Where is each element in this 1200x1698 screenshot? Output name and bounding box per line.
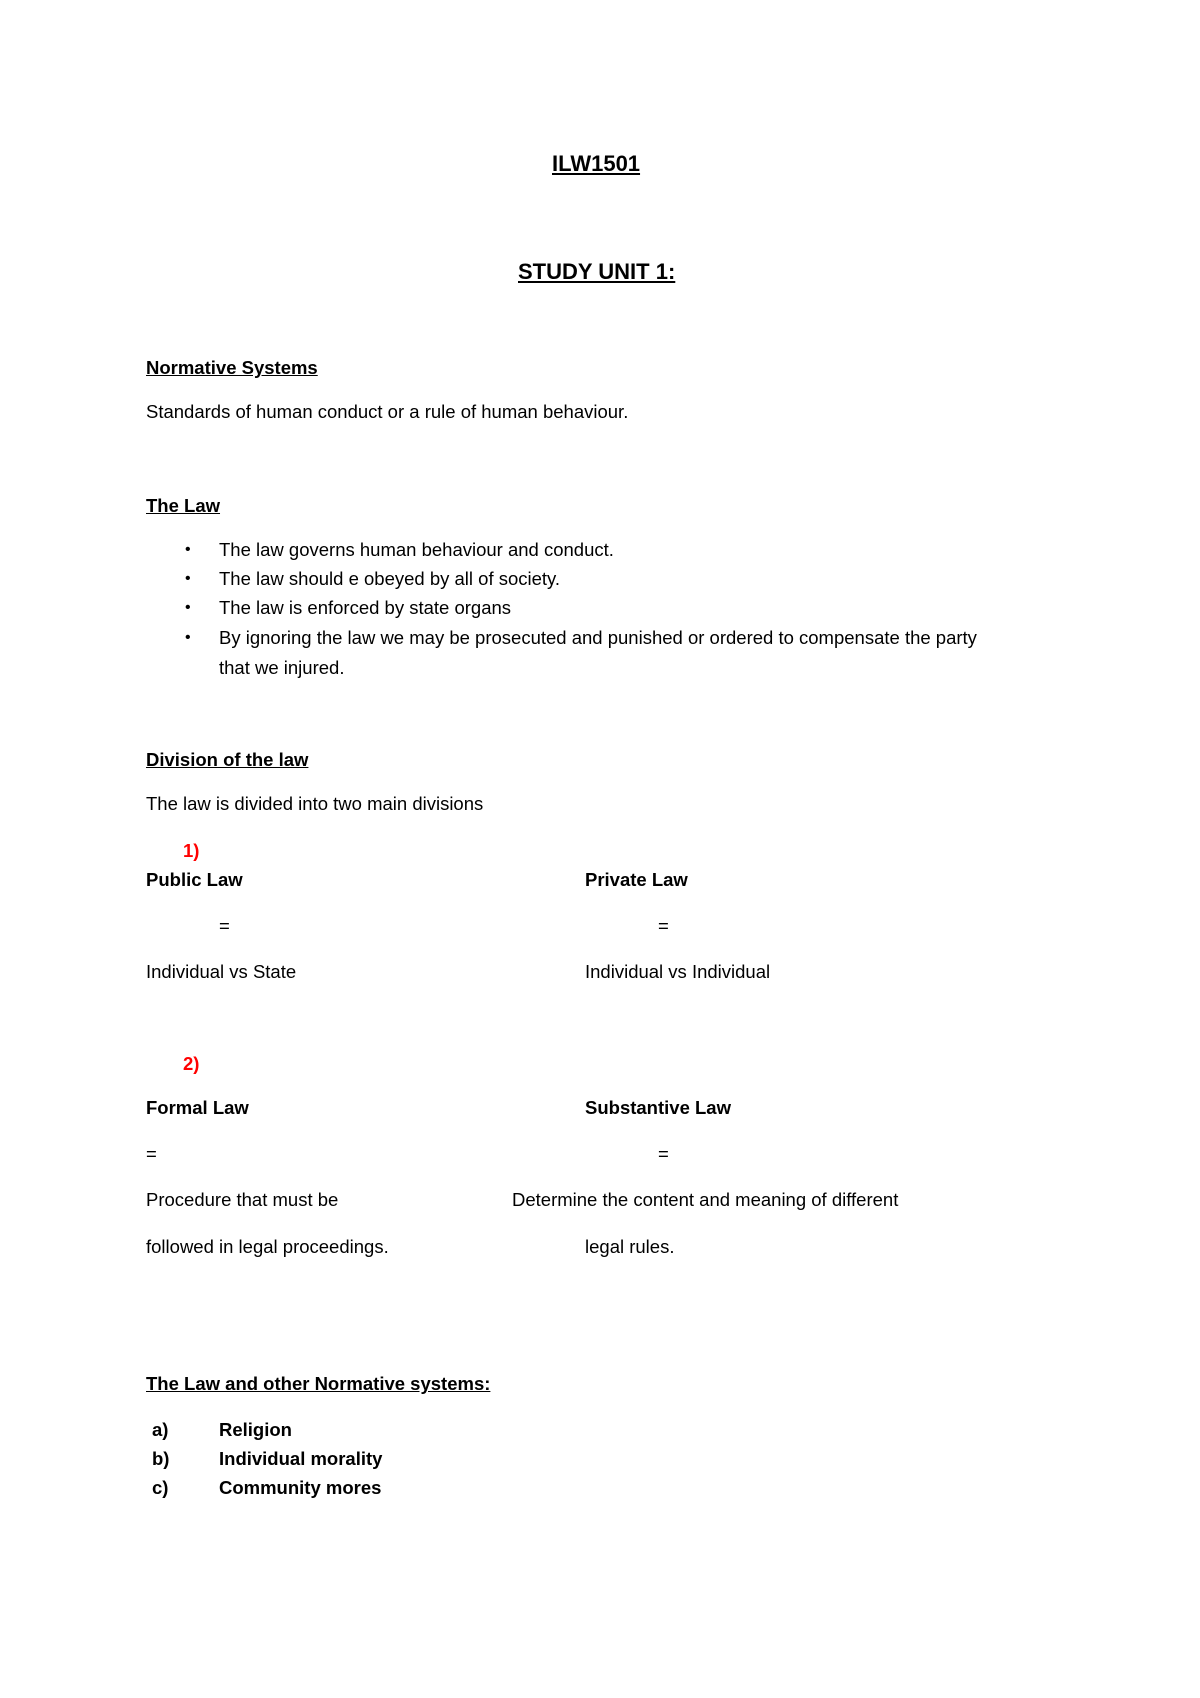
public-law-equals: = <box>219 915 230 936</box>
law-bullet-item: The law should e obeyed by all of society. <box>219 568 561 589</box>
law-bullet-continuation: that we injured. <box>219 657 345 678</box>
private-law-equals: = <box>658 915 669 936</box>
private-law-desc: Individual vs Individual <box>585 961 771 982</box>
document-code: ILW1501 <box>552 151 641 176</box>
normative-systems-heading: Normative Systems <box>146 357 318 378</box>
division-heading: Division of the law <box>146 749 309 770</box>
the-law-heading: The Law <box>146 495 221 516</box>
bullet-dot: • <box>185 541 191 558</box>
private-law-title: Private Law <box>585 869 688 890</box>
law-bullet-item: By ignoring the law we may be prosecuted and punished or ordered to compensate the party <box>219 627 977 648</box>
law-bullet-item: The law is enforced by state organs <box>219 597 512 618</box>
formal-law-desc-line-1: Procedure that must be <box>146 1189 339 1210</box>
list-item: Religion <box>219 1419 292 1440</box>
list-marker: b) <box>152 1448 170 1469</box>
substantive-law-desc-line-2: legal rules. <box>585 1236 675 1257</box>
list-marker: c) <box>152 1477 169 1498</box>
division-number-2: 2) <box>183 1053 200 1074</box>
other-systems-heading: The Law and other Normative systems: <box>146 1373 491 1394</box>
normative-systems-text: Standards of human conduct or a rule of human behaviour. <box>146 401 629 422</box>
substantive-law-desc-line-1: Determine the content and meaning of different <box>512 1189 899 1210</box>
public-law-desc: Individual vs State <box>146 961 297 982</box>
division-intro: The law is divided into two main divisions <box>146 793 484 814</box>
formal-law-title: Formal Law <box>146 1097 249 1118</box>
substantive-law-title: Substantive Law <box>585 1097 731 1118</box>
public-law-title: Public Law <box>146 869 243 890</box>
formal-law-equals: = <box>146 1143 157 1164</box>
bullet-dot: • <box>185 570 191 587</box>
division-number-1: 1) <box>183 840 200 861</box>
substantive-law-equals: = <box>658 1143 669 1164</box>
list-marker: a) <box>152 1419 169 1440</box>
formal-law-desc-line-2: followed in legal proceedings. <box>146 1236 389 1257</box>
list-item: Community mores <box>219 1477 382 1498</box>
bullet-dot: • <box>185 629 191 646</box>
study-unit-title: STUDY UNIT 1: <box>518 259 676 284</box>
law-bullet-item: The law governs human behaviour and conduct. <box>219 539 614 560</box>
bullet-dot: • <box>185 599 191 616</box>
list-item: Individual morality <box>219 1448 383 1469</box>
